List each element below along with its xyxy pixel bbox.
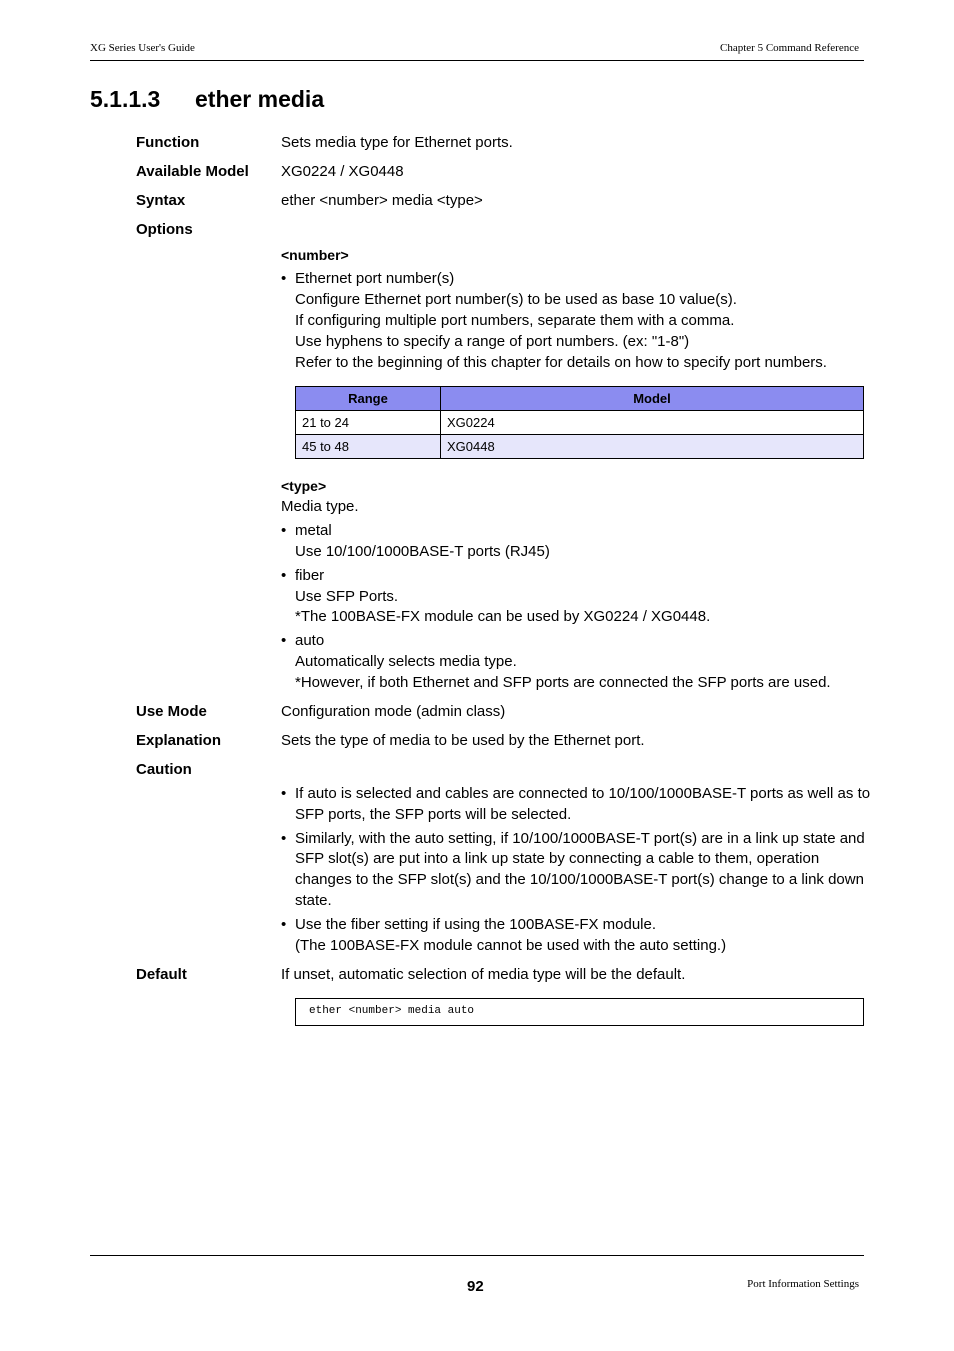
footer-rule [90, 1255, 864, 1256]
available-model-label: Available Model [136, 163, 249, 180]
page-number: 92 [467, 1278, 484, 1295]
bullet-glyph: • [281, 785, 287, 802]
bullet-glyph: • [281, 632, 287, 649]
bullet-glyph: • [281, 916, 287, 933]
header-right: Chapter 5 Command Reference [720, 42, 859, 54]
use-mode-value: Configuration mode (admin class) [281, 703, 506, 720]
footer-right: Port Information Settings [747, 1278, 859, 1290]
caution-line: SFP ports, the SFP ports will be selected. [295, 806, 572, 823]
options-label: Options [136, 221, 193, 238]
type-auto-line: *However, if both Ethernet and SFP ports are connected the SFP ports are used. [295, 674, 831, 691]
caution-line: If auto is selected and cables are connected to 10/100/1000BASE-T ports as well as to [295, 785, 871, 802]
caution-line: state. [295, 892, 332, 909]
header-rule [90, 60, 864, 61]
type-metal-line: Use 10/100/1000BASE-T ports (RJ45) [295, 543, 550, 560]
use-mode-label: Use Mode [136, 703, 207, 720]
caution-line: changes to the SFP slot(s) and the 10/100/1000BASE-T port(s) change to a link down [295, 871, 864, 888]
syntax-value: ether <number> media <type> [281, 192, 483, 209]
caution-line: (The 100BASE-FX module cannot be used with the auto setting.) [295, 937, 727, 954]
number-line: Use hyphens to specify a range of port numbers. (ex: "1-8") [295, 333, 690, 350]
type-fiber-line: *The 100BASE-FX module can be used by XG0224 / XG0448. [295, 608, 711, 625]
caution-line: Similarly, with the auto setting, if 10/100/1000BASE-T port(s) are in a link up state and [295, 830, 865, 847]
syntax-label: Syntax [136, 192, 186, 209]
type-intro: Media type. [281, 498, 359, 515]
section-number: 5.1.1.3 [90, 86, 161, 112]
default-label: Default [136, 966, 187, 983]
bullet-glyph: • [281, 270, 287, 287]
bullet-glyph: • [281, 830, 287, 847]
table-header-range: Range [296, 387, 441, 411]
section-heading [90, 86, 324, 113]
number-line: If configuring multiple port numbers, separate them with a comma. [295, 312, 735, 329]
explanation-value: Sets the type of media to be used by the Ethernet port. [281, 732, 645, 749]
function-label: Function [136, 134, 200, 151]
function-value: Sets media type for Ethernet ports. [281, 134, 513, 151]
type-fiber-name: fiber [295, 567, 325, 584]
table-cell-model: XG0448 [441, 435, 864, 459]
number-bullet-text: Ethernet port number(s) [295, 270, 455, 287]
available-model-value: XG0224 / XG0448 [281, 163, 404, 180]
bullet-glyph: • [281, 522, 287, 539]
table-row [296, 411, 864, 435]
type-metal-name: metal [295, 522, 332, 539]
table-header-model: Model [441, 387, 864, 411]
section-title: ether media [195, 86, 325, 112]
type-fiber-line: Use SFP Ports. [295, 588, 399, 605]
table-cell-range: 21 to 24 [296, 411, 441, 435]
table-row [296, 435, 864, 459]
number-line: Refer to the beginning of this chapter for details on how to specify port numbers. [295, 354, 827, 371]
type-auto-line: Automatically selects media type. [295, 653, 517, 670]
type-auto-name: auto [295, 632, 325, 649]
caution-label: Caution [136, 761, 192, 778]
port-range-table [295, 386, 864, 459]
default-code: ether <number> media auto [309, 1005, 475, 1017]
caution-line: SFP slot(s) are put into a link up state by connecting a cable to them, operation [295, 850, 820, 867]
default-value: If unset, automatic selection of media type will be the default. [281, 966, 686, 983]
caution-line: Use the fiber setting if using the 100BASE-FX module. [295, 916, 657, 933]
table-cell-model: XG0224 [441, 411, 864, 435]
table-header-row [296, 387, 864, 411]
explanation-label: Explanation [136, 732, 222, 749]
table-cell-range: 45 to 48 [296, 435, 441, 459]
number-line: Configure Ethernet port number(s) to be used as base 10 value(s). [295, 291, 737, 308]
default-code-box [295, 998, 864, 1026]
number-heading: <number> [281, 247, 349, 263]
type-heading: <type> [281, 478, 327, 494]
header-left: XG Series User's Guide [90, 42, 195, 54]
bullet-glyph: • [281, 567, 287, 584]
